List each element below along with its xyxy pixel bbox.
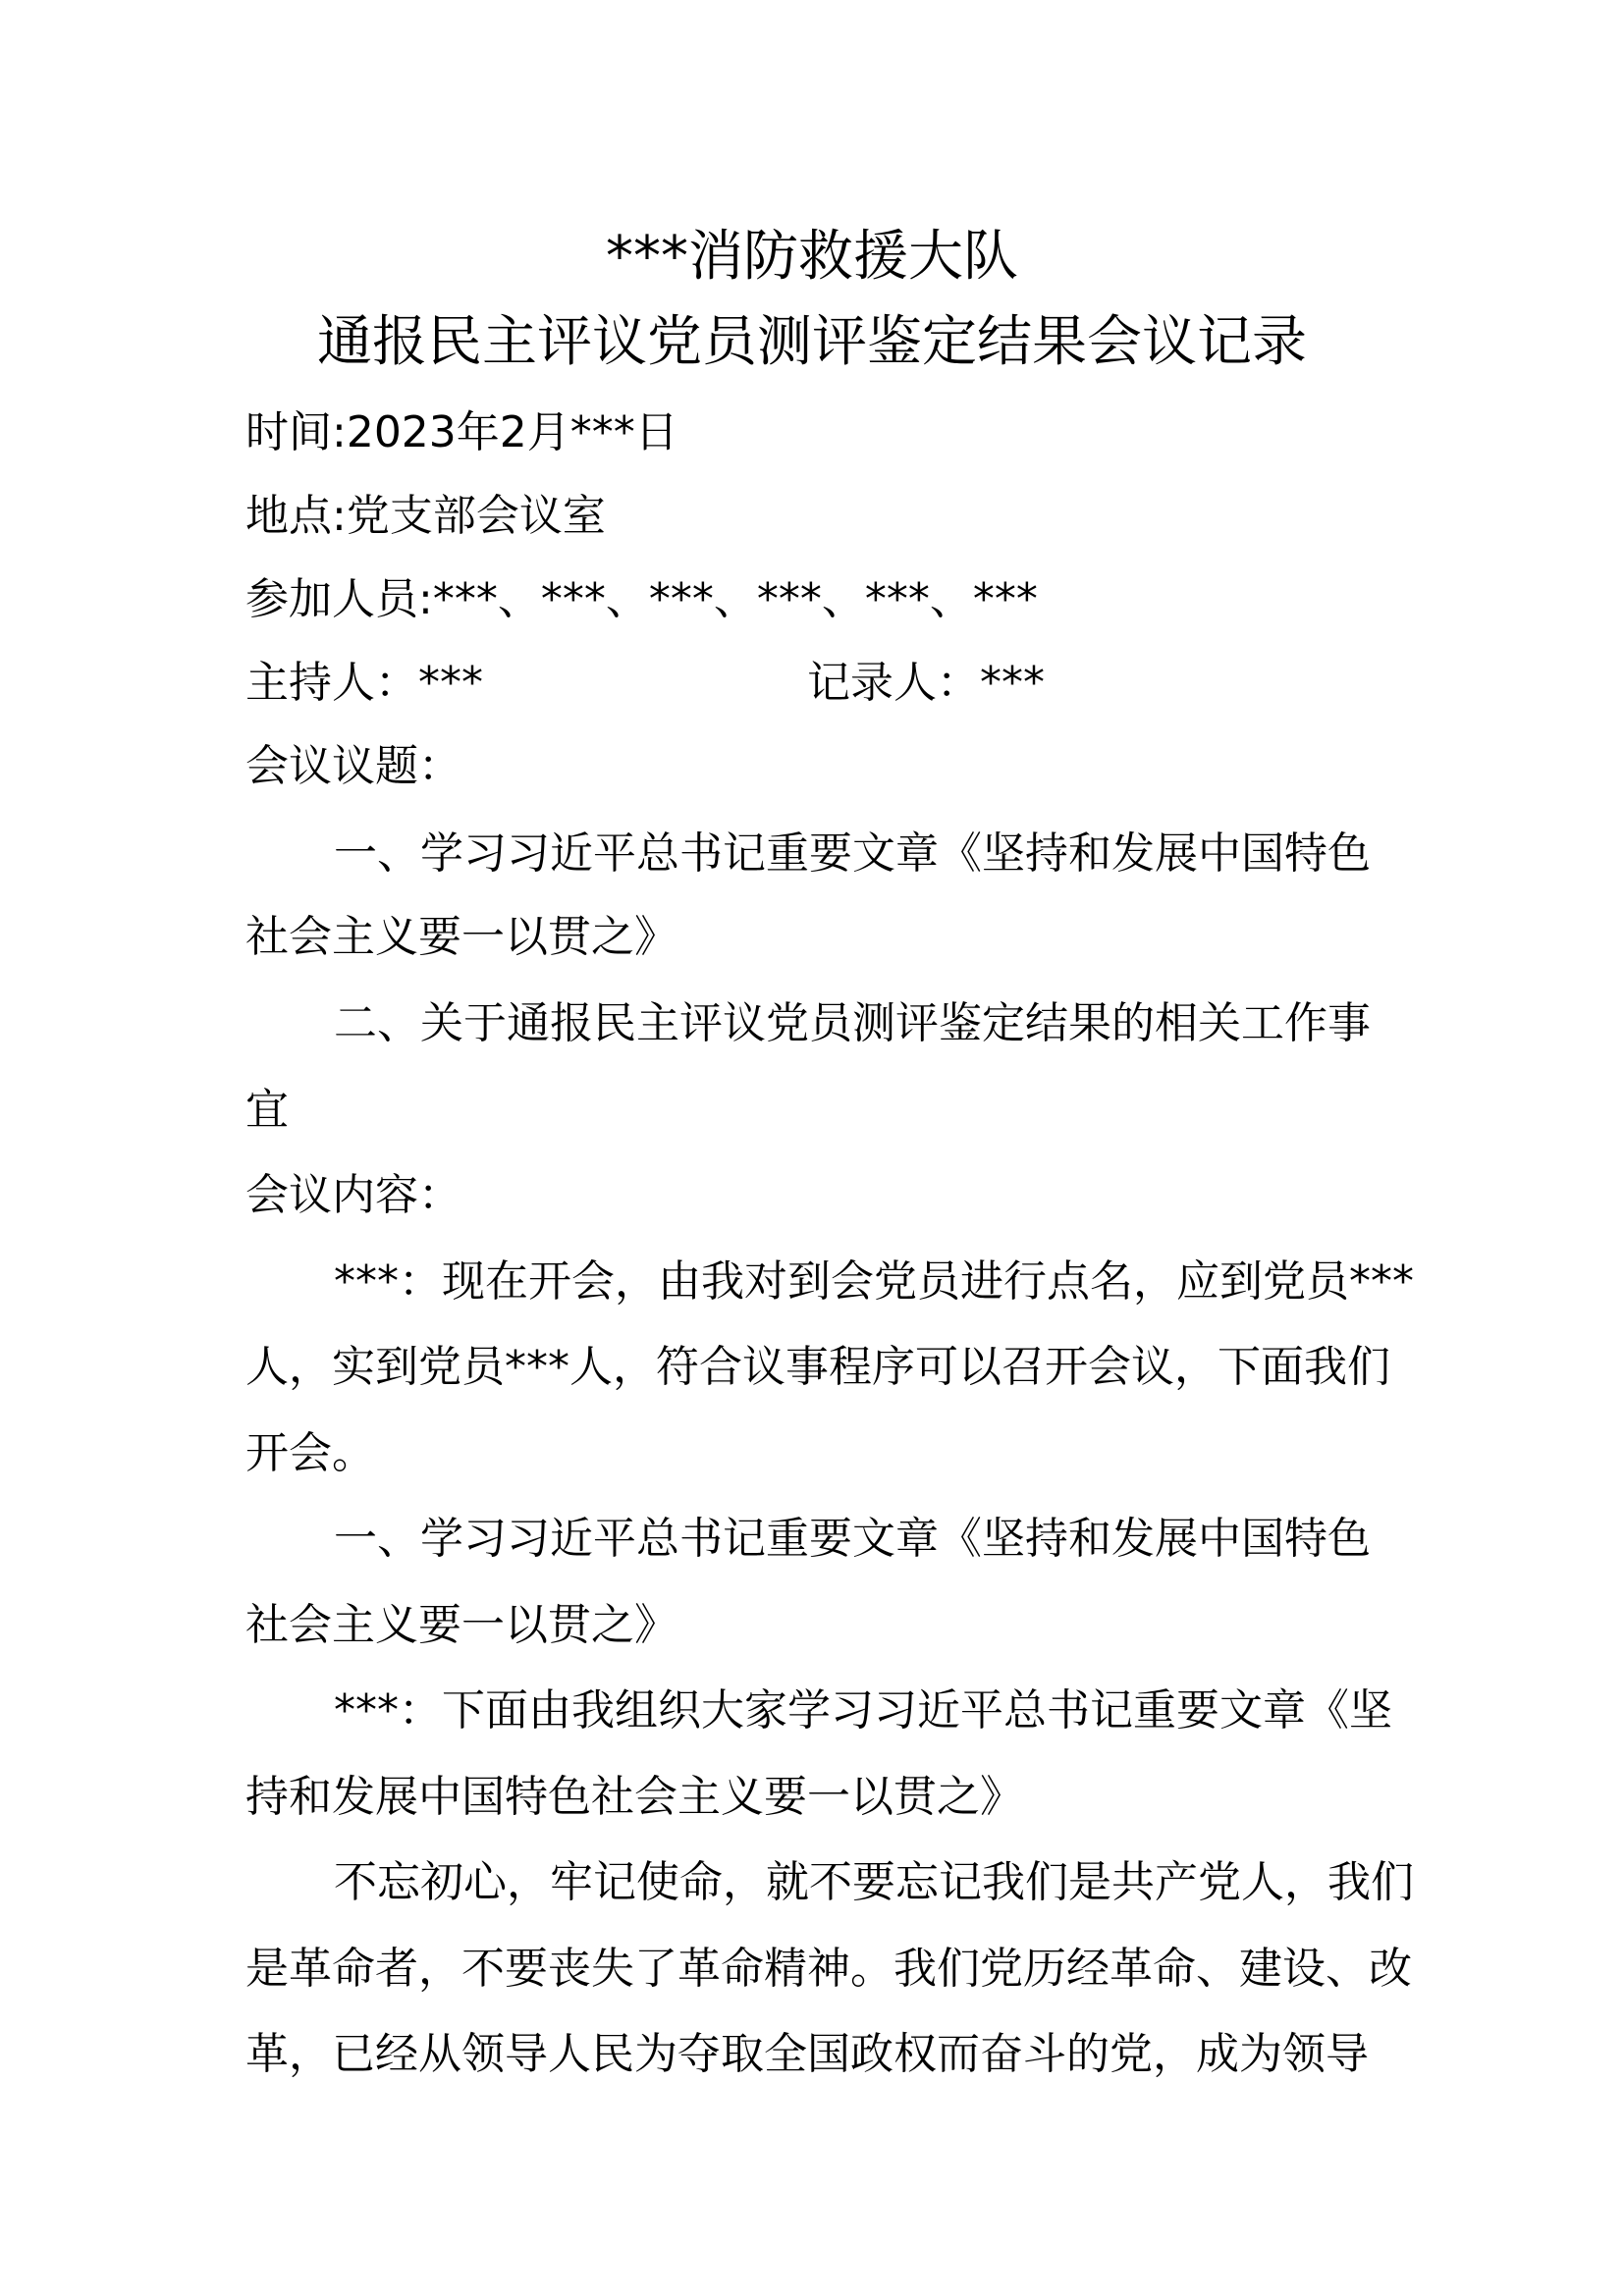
meeting-host: 主持人：*** bbox=[245, 658, 483, 708]
meeting-location: 地点:党支部会议室 bbox=[245, 491, 606, 541]
meeting-attendees: 参加人员:***、***、***、***、***、*** bbox=[245, 574, 1038, 624]
content-p1-line-2: 人，实到党员***人，符合议事程序可以召开会议，下面我们 bbox=[245, 1342, 1390, 1392]
content-p3-line-3: 革，已经从领导人民为夺取全国政权而奋斗的党，成为领导 bbox=[245, 2029, 1369, 2079]
content-p3-line-2: 是革命者，不要丧失了革命精神。我们党历经革命、建设、改 bbox=[245, 1944, 1412, 1994]
content-section-1-line-1: 一、学习习近平总书记重要文章《坚持和发展中国特色 bbox=[334, 1514, 1371, 1564]
content-heading: 会议内容： bbox=[245, 1170, 461, 1220]
agenda-heading: 会议议题： bbox=[245, 741, 461, 791]
agenda-item-2-line-2: 宜 bbox=[245, 1085, 289, 1135]
meeting-time: 时间:2023年2月***日 bbox=[245, 407, 678, 457]
content-p2-line-1: ***：下面由我组织大家学习习近平总书记重要文章《坚 bbox=[334, 1685, 1392, 1735]
meeting-recorder: 记录人：*** bbox=[807, 658, 1045, 708]
content-p1-line-3: 开会。 bbox=[245, 1428, 375, 1478]
agenda-item-2-line-1: 二、关于通报民主评议党员测评鉴定结果的相关工作事 bbox=[334, 998, 1371, 1048]
content-p1-line-1: ***：现在开会，由我对到会党员进行点名，应到党员*** bbox=[334, 1256, 1414, 1307]
agenda-item-1-line-2: 社会主义要一以贯之》 bbox=[245, 912, 677, 962]
agenda-item-1-line-1: 一、学习习近平总书记重要文章《坚持和发展中国特色 bbox=[334, 828, 1371, 879]
content-p2-line-2: 持和发展中国特色社会主义要一以贯之》 bbox=[245, 1772, 1023, 1822]
content-p3-line-1: 不忘初心，牢记使命，就不要忘记我们是共产党人，我们 bbox=[334, 1857, 1414, 1907]
content-section-1-line-2: 社会主义要一以贯之》 bbox=[245, 1600, 677, 1650]
document-title-line-2: 通报民主评议党员测评鉴定结果会议记录 bbox=[317, 310, 1307, 374]
document-title-line-1: ***消防救援大队 bbox=[606, 225, 1018, 289]
